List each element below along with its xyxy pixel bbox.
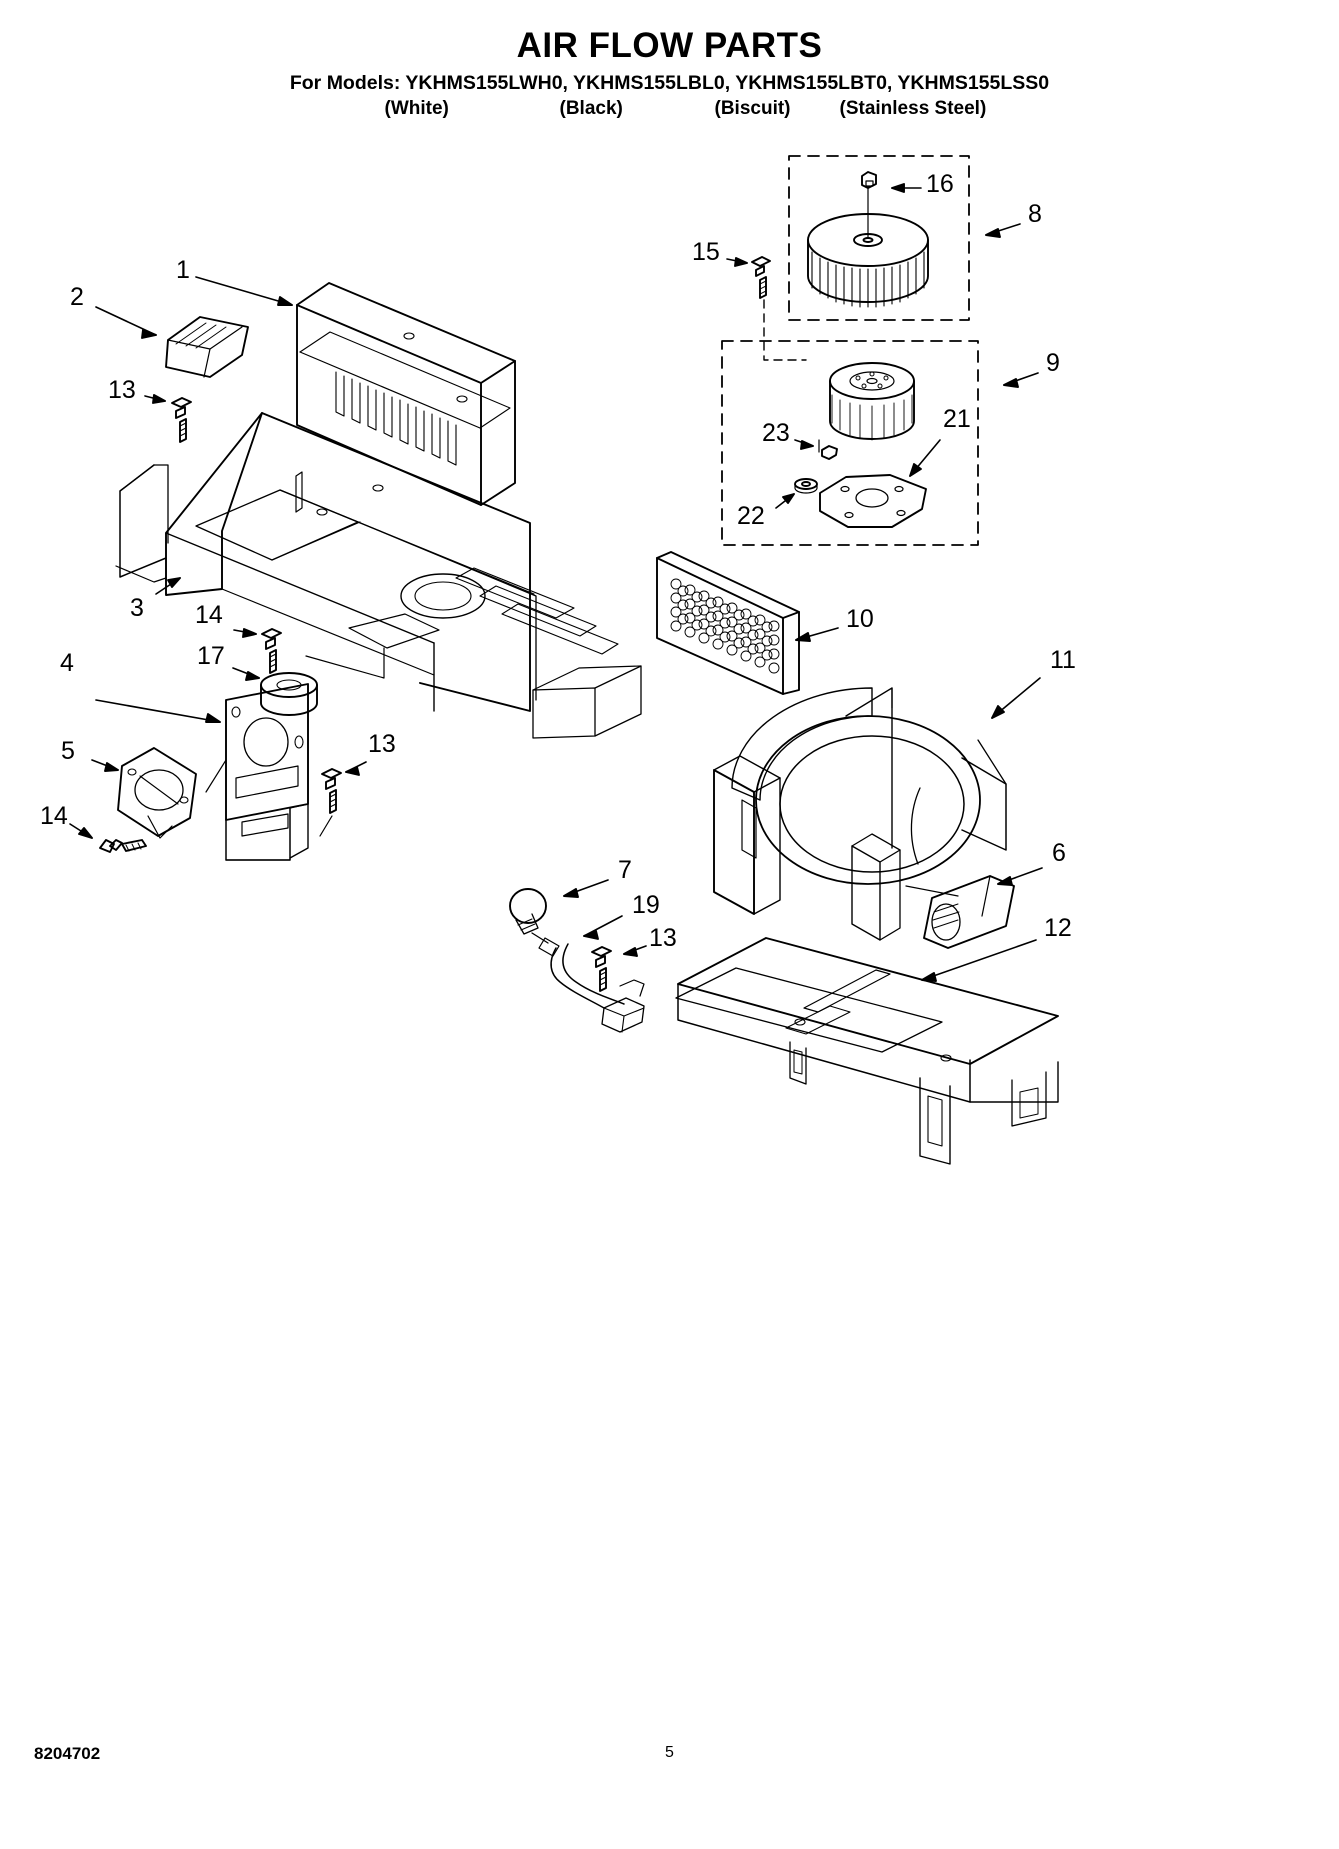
callout-11: 11 bbox=[1050, 646, 1076, 674]
callout-2: 2 bbox=[70, 283, 84, 311]
document-number: 8204702 bbox=[34, 1744, 101, 1763]
color-label-biscuit: (Biscuit) bbox=[714, 97, 791, 119]
callout-3: 3 bbox=[130, 594, 144, 622]
callout-12: 12 bbox=[1044, 914, 1072, 942]
page-number: 5 bbox=[665, 1744, 674, 1761]
callout-14-middle: 14 bbox=[195, 601, 223, 629]
color-label-stainless: (Stainless Steel) bbox=[839, 97, 987, 119]
color-label-black: (Black) bbox=[559, 97, 623, 119]
callout-14-lower-left: 14 bbox=[40, 802, 68, 830]
callout-21: 21 bbox=[943, 405, 971, 433]
callout-13-upper-left: 13 bbox=[108, 376, 136, 404]
callout-8: 8 bbox=[1028, 200, 1042, 228]
color-label-white: (White) bbox=[384, 97, 449, 119]
callout-22: 22 bbox=[737, 502, 765, 530]
callout-4: 4 bbox=[60, 649, 74, 677]
callout-17: 17 bbox=[197, 642, 225, 670]
callout-13-harness: 13 bbox=[649, 924, 677, 952]
callout-9: 9 bbox=[1046, 349, 1060, 377]
callout-23: 23 bbox=[762, 419, 790, 447]
callout-6: 6 bbox=[1052, 839, 1066, 867]
callout-16: 16 bbox=[926, 170, 954, 198]
callout-5: 5 bbox=[61, 737, 75, 765]
page-title: AIR FLOW PARTS bbox=[516, 26, 823, 65]
callout-7: 7 bbox=[618, 856, 632, 884]
callout-15: 15 bbox=[692, 238, 720, 266]
callout-13-bracket: 13 bbox=[368, 730, 396, 758]
callout-10: 10 bbox=[846, 605, 874, 633]
callout-1: 1 bbox=[176, 256, 190, 284]
model-list: For Models: YKHMS155LWH0, YKHMS155LBL0, YKHMS155LBT0, YKHMS155LSS0 bbox=[289, 72, 1050, 95]
callout-19: 19 bbox=[632, 891, 660, 919]
